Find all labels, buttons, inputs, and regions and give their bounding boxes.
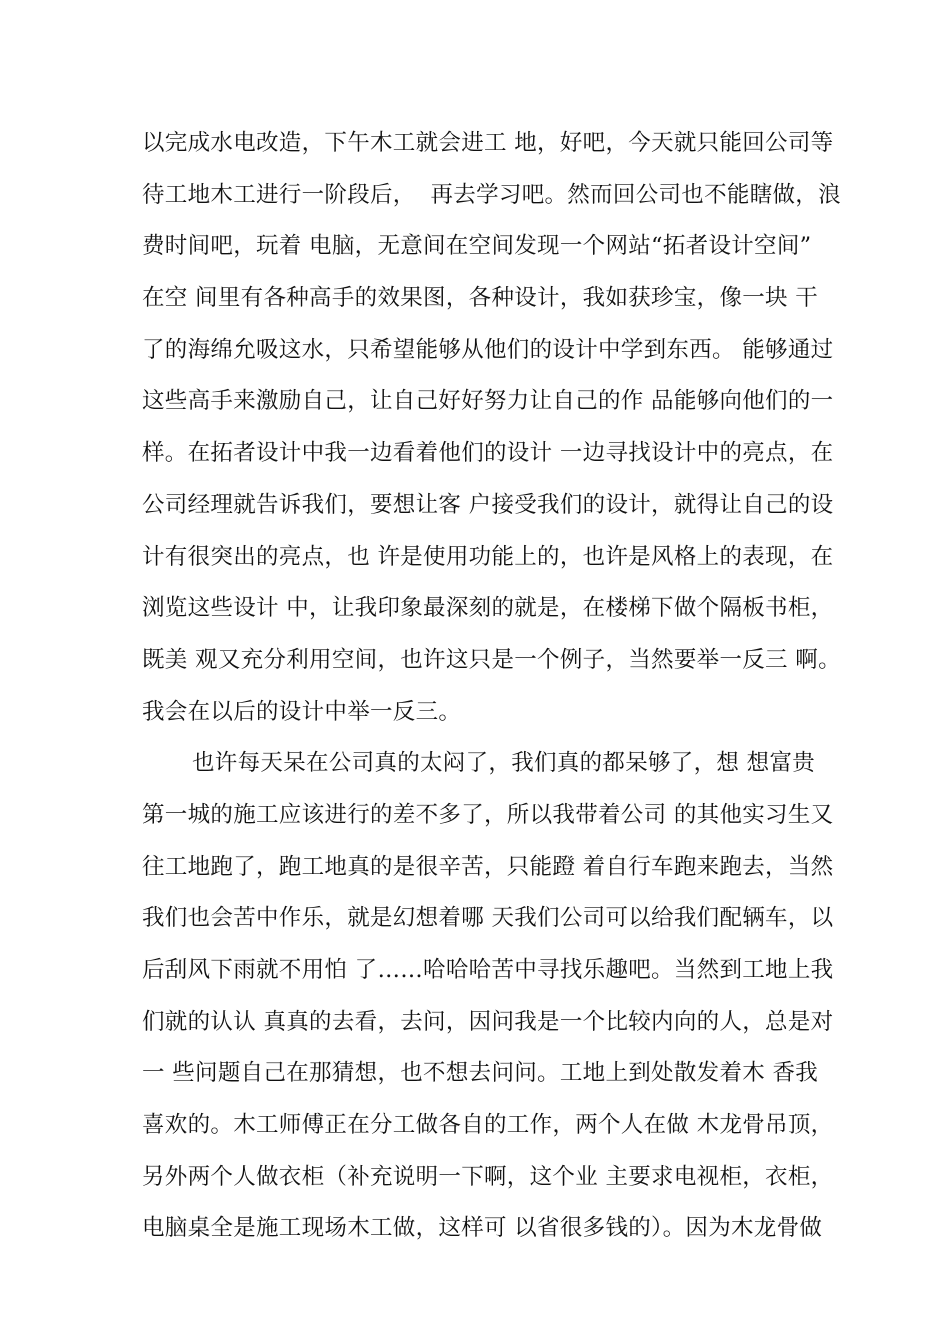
text-line: 后刮风下雨就不用怕 了……哈哈哈苦中寻找乐趣吧。当然到工地上我	[142, 957, 834, 983]
text-line: 待工地木工进行一阶段后， 再去学习吧。然而回公司也不能瞎做，浪	[142, 182, 841, 208]
text-line: 以完成水电改造，下午木工就会进工 地，好吧，今天就只能回公司等	[142, 130, 834, 156]
text-line: 在空 间里有各种高手的效果图，各种设计，我如获珍宝，像一块 干	[142, 285, 819, 311]
text-line: 第一城的施工应该进行的差不多了，所以我带着公司 的其他实习生又	[142, 802, 834, 828]
text-line: 电脑桌全是施工现场木工做，这样可 以省很多钱的）。因为木龙骨做	[142, 1215, 823, 1241]
text-line: 往工地跑了，跑工地真的是很辛苦，只能蹬 着自行车跑来跑去，当然	[142, 854, 834, 880]
text-line: 计有很突出的亮点，也 许是使用功能上的，也许是风格上的表现，在	[142, 544, 834, 570]
text-line: 既美 观又充分利用空间，也许这只是一个例子，当然要举一反三 啊。	[142, 647, 841, 673]
text-line: 我会在以后的设计中举一反三。	[142, 699, 462, 725]
text-line: 费时间吧，玩着 电脑，无意间在空间发现一个网站“拓者设计空间”	[142, 233, 812, 259]
text-line: 一 些问题自己在那猜想，也不想去问问。工地上到处散发着木 香我	[142, 1060, 819, 1086]
paragraph-start-line: 也许每天呆在公司真的太闷了，我们真的都呆够了，想 想富贵	[192, 750, 816, 776]
text-line: 公司经理就告诉我们，要想让客 户接受我们的设计，就得让自己的设	[142, 492, 834, 518]
text-line: 浏览这些设计 中，让我印象最深刻的就是，在楼梯下做个隔板书柜，	[142, 595, 834, 621]
text-line: 我们也会苦中作乐，就是幻想着哪 天我们公司可以给我们配辆车，以	[142, 905, 834, 931]
text-line: 了的海绵允吸这水，只希望能够从他们的设计中学到东西。 能够通过	[142, 337, 834, 363]
text-line: 另外两个人做衣柜（补充说明一下啊，这个业 主要求电视柜，衣柜，	[142, 1164, 834, 1190]
text-line: 们就的认认 真真的去看，去问，因问我是一个比较内向的人，总是对	[142, 1009, 834, 1035]
text-line: 这些高手来激励自己，让自己好好努力让自己的作 品能够向他们的一	[142, 388, 834, 414]
text-line: 喜欢的。木工师傅正在分工做各自的工作，两个人在做 木龙骨吊顶，	[142, 1112, 834, 1138]
text-line: 样。在拓者设计中我一边看着他们的设计 一边寻找设计中的亮点，在	[142, 440, 834, 466]
